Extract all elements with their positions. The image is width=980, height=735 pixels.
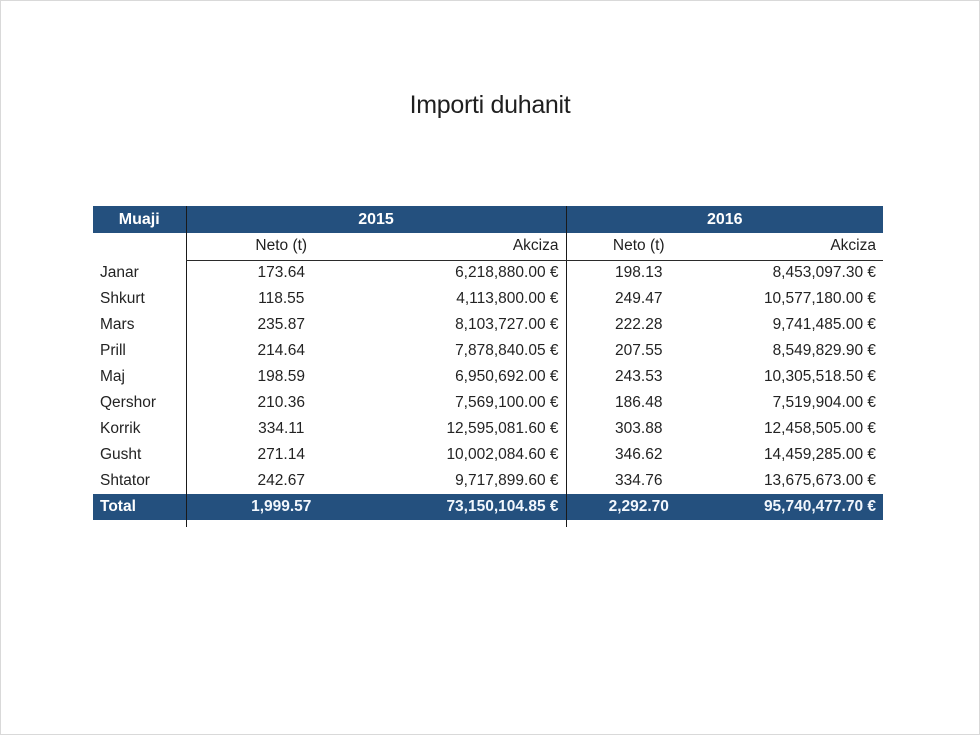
month-cell: Qershor: [100, 394, 156, 411]
neto-2016-cell: 249.47: [566, 286, 711, 312]
column-header-2016: 2016: [566, 206, 883, 233]
akciza-2015-cell: 6,218,880.00 €: [455, 264, 559, 282]
sub-header-akciza-2016: Akciza: [711, 233, 883, 260]
total-neto-2016-cell: 2,292.70: [566, 494, 711, 520]
table-row: [93, 338, 883, 364]
month-cell: Korrik: [100, 420, 141, 437]
akciza-2016-cell: 8,453,097.30 €: [772, 264, 876, 282]
neto-2016-cell: 207.55: [566, 338, 711, 364]
month-cell: Shtator: [100, 472, 150, 489]
akciza-2015-cell: 10,002,084.60 €: [446, 446, 559, 463]
table-divider-extension: [566, 520, 568, 527]
month-cell: Janar: [100, 264, 139, 281]
column-header-2015: 2015: [186, 206, 566, 233]
neto-2016-cell: 222.28: [566, 312, 711, 338]
import-table-container: [93, 206, 883, 520]
neto-2015-cell: 242.67: [186, 468, 376, 494]
total-label-cell: Total: [93, 494, 186, 520]
akciza-2016-cell: 10,577,180.00 €: [763, 290, 876, 307]
sub-header-neto-2015: Neto (t): [186, 233, 376, 260]
table-row: [93, 286, 883, 312]
akciza-2016-cell: 10,305,518.50 €: [763, 368, 876, 385]
table-row: [93, 468, 883, 494]
akciza-2015-cell: 9,717,899.60 €: [455, 472, 559, 489]
neto-2015-cell: 334.11: [186, 416, 376, 442]
month-cell: Maj: [100, 368, 125, 385]
table-row: [93, 260, 883, 286]
year-header-row: [93, 206, 883, 233]
neto-2016-cell: 346.62: [566, 442, 711, 468]
neto-2016-cell: 198.13: [566, 260, 711, 286]
month-cell: Shkurt: [100, 290, 145, 307]
neto-2016-cell: 334.76: [566, 468, 711, 494]
sub-header-empty: [93, 233, 186, 260]
neto-2015-cell: 235.87: [186, 312, 376, 338]
neto-2016-cell: 243.53: [566, 364, 711, 390]
akciza-2016-cell: 12,458,505.00 €: [763, 420, 876, 437]
month-cell: Prill: [100, 342, 126, 359]
neto-2015-cell: 214.64: [186, 338, 376, 364]
month-cell: Mars: [100, 316, 135, 333]
total-akciza-2016-cell: 95,740,477.70 €: [711, 494, 883, 520]
table-row: [93, 364, 883, 390]
akciza-2015-cell: 12,595,081.60 €: [446, 420, 559, 437]
column-header-muaji: Muaji: [93, 206, 186, 233]
neto-2016-cell: 303.88: [566, 416, 711, 442]
akciza-2015-cell: 8,103,727.00 €: [455, 316, 559, 333]
akciza-2016-cell: 9,741,485.00 €: [772, 316, 876, 333]
sub-header-neto-2016: Neto (t): [566, 233, 711, 260]
akciza-2016-cell: 7,519,904.00 €: [772, 394, 876, 411]
total-row: [93, 494, 883, 520]
neto-2015-cell: 198.59: [186, 364, 376, 390]
page-title: Importi duhanit: [409, 91, 571, 119]
sub-header-akciza-2015: Akciza: [376, 233, 566, 260]
total-akciza-2015-cell: 73,150,104.85 €: [376, 494, 566, 520]
total-neto-2015-cell: 1,999.57: [186, 494, 376, 520]
neto-2015-cell: 173.64: [186, 260, 376, 286]
table-row: [93, 442, 883, 468]
month-cell: Gusht: [100, 446, 142, 463]
akciza-2016-cell: 14,459,285.00 €: [763, 446, 876, 463]
table-row: [93, 312, 883, 338]
neto-2015-cell: 118.55: [186, 286, 376, 312]
neto-2016-cell: 186.48: [566, 390, 711, 416]
sub-header-row: [93, 233, 883, 260]
akciza-2015-cell: 6,950,692.00 €: [455, 368, 559, 385]
table-divider-extension: [186, 520, 188, 527]
akciza-2015-cell: 7,569,100.00 €: [455, 394, 559, 411]
table-row: [93, 390, 883, 416]
import-table: [93, 206, 883, 520]
table-row: [93, 416, 883, 442]
akciza-2015-cell: 7,878,840.05 €: [455, 342, 559, 359]
akciza-2016-cell: 13,675,673.00 €: [763, 472, 876, 489]
akciza-2015-cell: 4,113,800.00 €: [456, 290, 559, 307]
neto-2015-cell: 271.14: [186, 442, 376, 468]
neto-2015-cell: 210.36: [186, 390, 376, 416]
akciza-2016-cell: 8,549,829.90 €: [772, 342, 876, 359]
